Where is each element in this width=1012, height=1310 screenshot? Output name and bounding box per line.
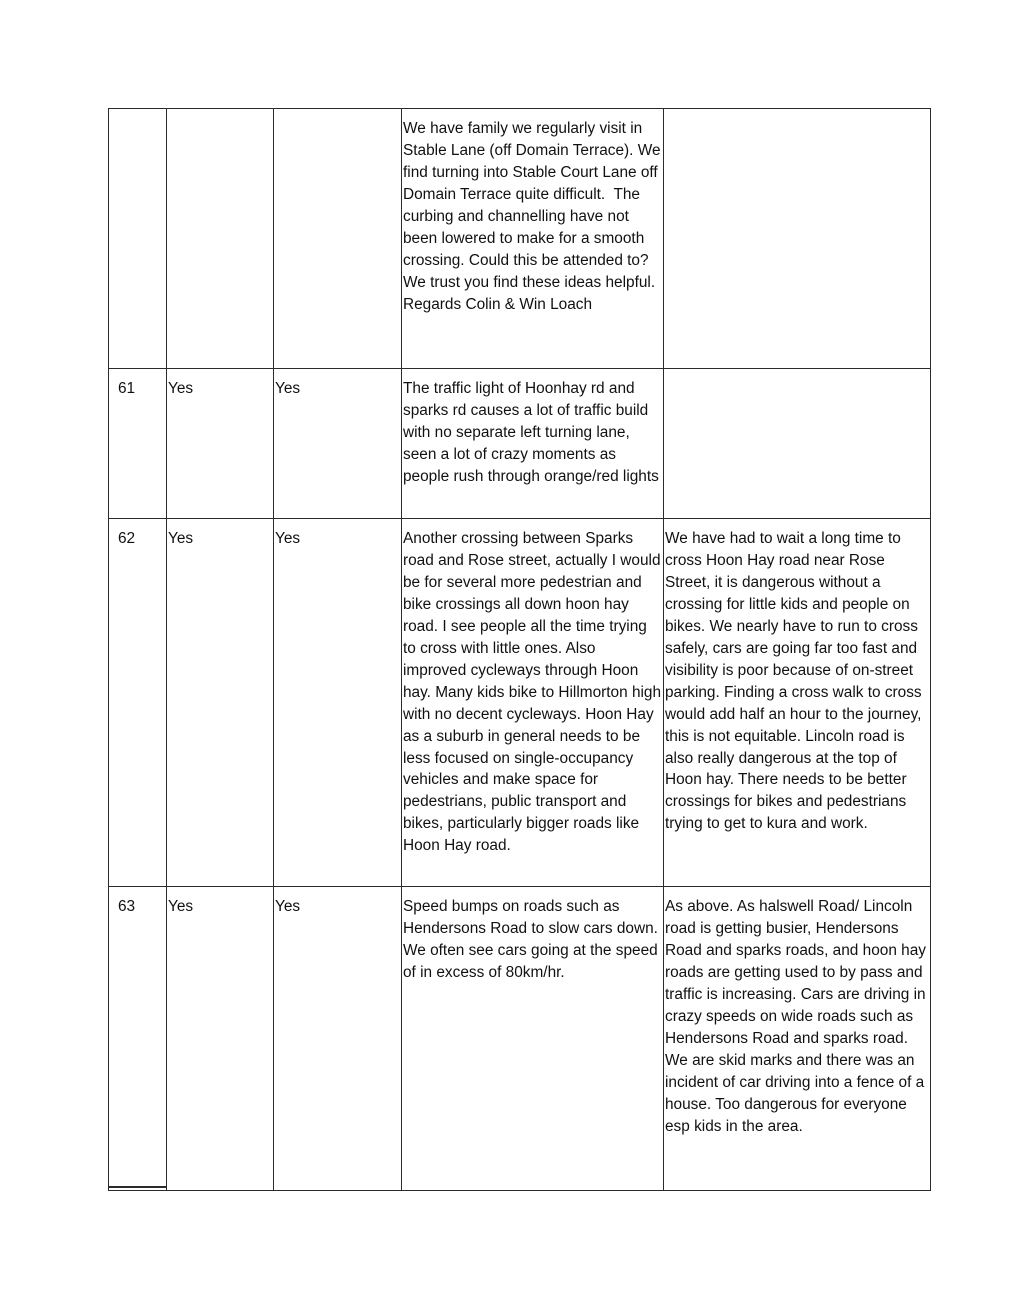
submission-number (109, 109, 167, 369)
answer-cell: Yes (167, 887, 274, 1191)
table-row (109, 519, 931, 887)
submission-number: 63 (109, 887, 167, 1191)
extra-comment-cell (664, 369, 931, 519)
extra-comment-cell: We have had to wait a long time to cross Hoon Hay road near Rose Street, it is dangerous without a crossing for little kids and people on bikes. We nearly have to run to cross safely, cars are going far too fast and visibility is poor because of on-street parking. Finding a cross walk to cross would add half an hour to the journey, this is not equitable. Lincoln road is also really dangerous at the top of Hoon hay. There needs to be better crossings for bikes and pedestrians trying to get to kura and work. (664, 519, 931, 887)
extra-comment-cell: As above. As halswell Road/ Lincoln road is getting busier, Hendersons Road and sparks roads, and hoon hay roads are getting used to by pass and traffic is increasing. Cars are driving in crazy speeds on wide roads such as Hendersons Road and sparks road. We are skid marks and there was an incident of car driving into a fence of a house. Too dangerous for everyone esp kids in the area. (664, 887, 931, 1191)
submission-number: 62 (109, 519, 167, 887)
table-row (109, 369, 931, 519)
submissions-table (108, 108, 931, 1191)
answer-cell: Yes (274, 519, 402, 887)
comment-cell: The traffic light of Hoonhay rd and sparks rd causes a lot of traffic build with no separate left turning lane, seen a lot of crazy moments as people rush through orange/red lights (402, 369, 664, 519)
answer-cell (274, 109, 402, 369)
table-bottom-edge (108, 1186, 166, 1188)
answer-cell: Yes (167, 369, 274, 519)
table-row (109, 887, 931, 1191)
comment-cell: Speed bumps on roads such as Hendersons Road to slow cars down. We often see cars going at the speed of in excess of 80km/hr. (402, 887, 664, 1191)
answer-cell: Yes (274, 887, 402, 1191)
answer-cell: Yes (167, 519, 274, 887)
answer-cell (167, 109, 274, 369)
comment-cell: We have family we regularly visit in Stable Lane (off Domain Terrace). We find turning into Stable Court Lane off Domain Terrace quite difficult. The curbing and channelling have not been lowered to make for a smooth crossing. Could this be attended to? We trust you find these ideas helpful. Regards Colin & Win Loach (402, 109, 664, 369)
table-row (109, 109, 931, 369)
answer-cell: Yes (274, 369, 402, 519)
comment-cell: Another crossing between Sparks road and Rose street, actually I would be for several more pedestrian and bike crossings all down hoon hay road. I see people all the time trying to cross with little ones. Also improved cycleways through Hoon hay. Many kids bike to Hillmorton high with no decent cycleways. Hoon Hay as a suburb in general needs to be less focused on single-occupancy vehicles and make space for pedestrians, public transport and bikes, particularly bigger roads like Hoon Hay road. (402, 519, 664, 887)
extra-comment-cell (664, 109, 931, 369)
submission-number: 61 (109, 369, 167, 519)
